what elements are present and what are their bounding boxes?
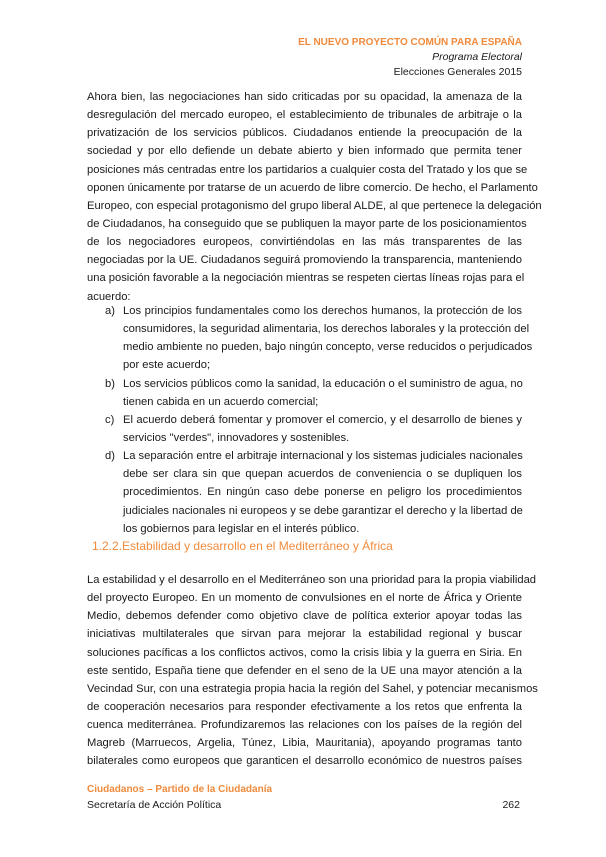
text-line: procedimientos. En ningún caso debe ponerse en peligro los procedimientos <box>123 486 522 499</box>
paragraph-trade-negotiations <box>87 88 542 306</box>
text-line: judiciales nacionales ni europeos y se debe garantizar el derecho y la libertad de <box>123 504 523 517</box>
text-line: tienen cabida en un acuerdo comercial; <box>123 395 319 408</box>
text-line: Ahora bien, las negociaciones han sido criticadas por su opacidad, la amenaza de la <box>87 91 522 103</box>
text-line: El acuerdo deberá fomentar y promover el comercio, y el desarrollo de bienes y <box>123 413 522 426</box>
text-line: La separación entre el arbitraje internacional y los sistemas judiciales nacionales <box>123 450 523 463</box>
paragraph-mediterranean <box>87 571 538 771</box>
text-line: soluciones pacíficas a los conflictos activos, como la crisis libia y la guerra en Siria. En <box>87 646 522 659</box>
list-item-label: a) <box>105 305 115 317</box>
text-line: acuerdo: <box>87 290 131 303</box>
text-line: negociadas por la UE. Ciudadanos seguirá promoviendo la transparencia, manteniendo <box>87 254 522 267</box>
text-line: Magreb (Marruecos, Argelia, Túnez, Libia, Mauritania), apoyando programas tanto <box>87 737 522 750</box>
text-line: La estabilidad y el desarrollo en el Mediterráneo son una prioridad para la propia viabilidad <box>87 574 537 586</box>
footer-party: Ciudadanos – Partido de la Ciudadanía <box>87 784 273 795</box>
text-line: Europeo, con especial protagonismo del grupo liberal ALDE, al que pertenece la delegación <box>87 199 542 212</box>
text-line: desregulación del mercado europeo, el establecimiento de tribunales de arbitraje o la <box>87 109 522 122</box>
list-item <box>105 302 533 375</box>
page-number: 262 <box>502 799 520 811</box>
list-item-label: d) <box>105 450 115 463</box>
text-line: los gobiernos para legislar en el interés público. <box>123 522 360 535</box>
list-item <box>105 411 522 447</box>
section-heading: 1.2.2.Estabilidad y desarrollo en el Mediterráneo y África <box>92 539 393 553</box>
list-item-label: c) <box>105 413 115 426</box>
text-line: oponen únicamente por tratarse de un acuerdo de libre comercio. De hecho, el Parlamento <box>87 181 538 194</box>
text-line: consumidores, la seguridad alimentaria, los derechos laborales y la protección del <box>123 323 530 336</box>
text-line: de cooperación necesarios para responder efectivamente a los retos que enfrenta la <box>87 700 522 713</box>
text-line: de Ciudadanos, ha conseguido que se publiquen la mayor parte de los posicionamientos <box>87 217 527 230</box>
text-line: Los principios fundamentales como los derechos humanos, la protección de los <box>123 305 522 317</box>
text-line: del proyecto Europeo. En un momento de convulsiones en el norte de África y Oriente <box>87 592 522 605</box>
list-item-label: b) <box>105 377 115 390</box>
text-line: Vecindad Sur, con una estrategia propia hacia la región del Sahel, y potenciar mecanismos <box>87 682 538 695</box>
text-line: Los servicios públicos como la sanidad, la educación o el suministro de agua, no <box>123 377 523 390</box>
text-line: iniciativas multilaterales que sirvan para mejorar la estabilidad regional y buscar <box>87 628 522 641</box>
page-header <box>298 35 522 80</box>
footer-department: Secretaría de Acción Política <box>87 799 222 811</box>
text-line: debe ser clara sin que quepan acuerdos de conveniencia o se dupliquen los <box>123 468 522 481</box>
text-line: de los negociadores europeos, convirtiéndolas en las más transparentes de las <box>87 236 522 249</box>
document-title: EL NUEVO PROYECTO COMÚN PARA ESPAÑA <box>298 37 522 48</box>
text-line: servicios "verdes", innovadores y sostenibles. <box>123 431 350 444</box>
document-subtitle: Programa Electoral <box>432 51 522 63</box>
list-item <box>105 375 522 411</box>
text-line: cuenca mediterránea. Profundizaremos las relaciones con los países de la región del <box>87 719 522 732</box>
text-line: por este acuerdo; <box>123 359 211 372</box>
text-line: una posición favorable a la negociación mientras se respeten ciertas líneas rojas para el <box>87 272 525 285</box>
document-edition: Elecciones Generales 2015 <box>393 66 522 78</box>
red-lines-list <box>105 302 533 538</box>
text-line: privatización de los servicios públicos. Ciudadanos entiende la preocupación de la <box>87 127 522 140</box>
text-line: medio ambiente no pueden, bajo ningún concepto, verse reducidos o perjudicados <box>123 341 533 354</box>
list-item <box>105 447 522 538</box>
text-line: Medio, debemos defender como objetivo clave de política exterior apoyar todas las <box>87 610 522 623</box>
text-line: bilaterales como europeos que garanticen el desarrollo económico de nuestros países <box>87 755 522 768</box>
text-line: sociedad y por ello defiende un debate abierto y bien informado que permita tener <box>87 145 522 158</box>
text-line: posiciones más centradas entre los partidarios a cualquier costa del Tratado y los que se <box>87 163 528 176</box>
text-line: este sentido, España tiene que defender en el seno de la UE una mayor atención a la <box>87 664 522 677</box>
